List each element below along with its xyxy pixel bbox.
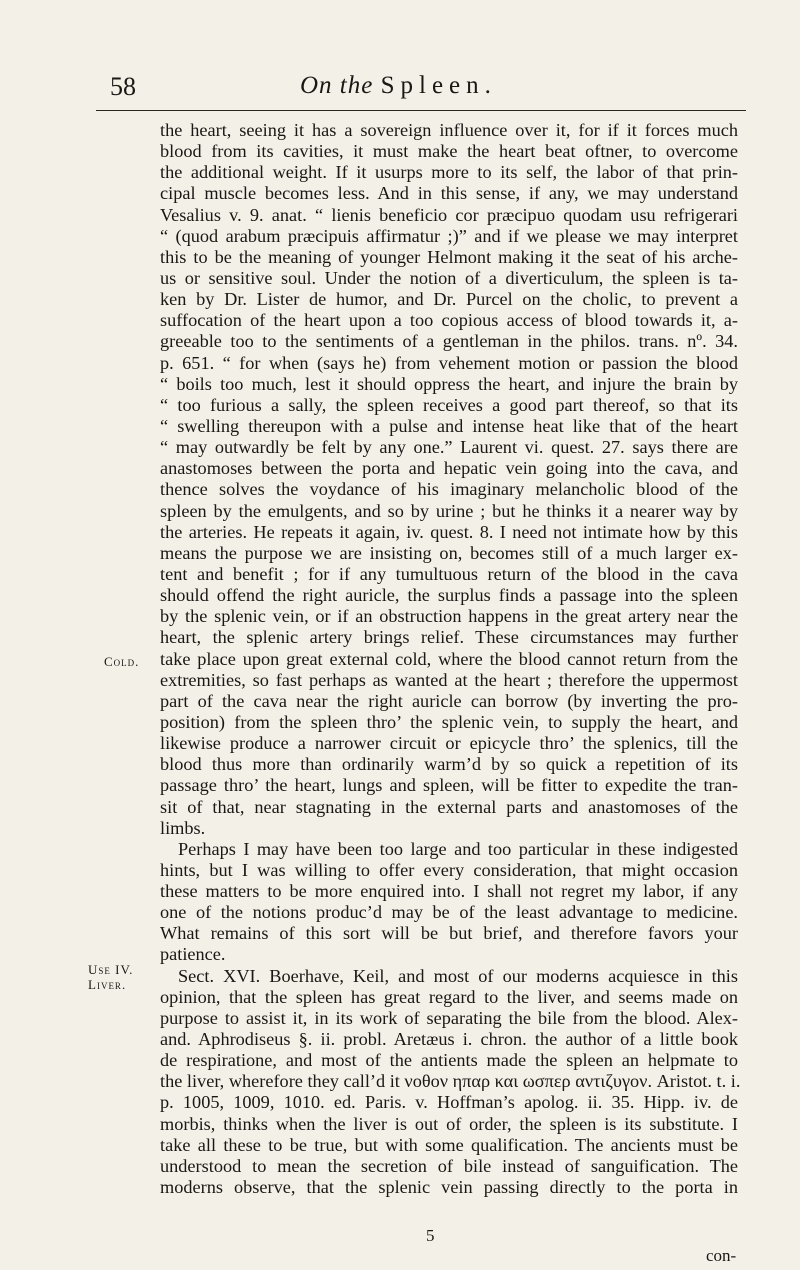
catchword: con- <box>706 1246 737 1265</box>
text-line: Sect. XVI. Boerhave, Keil, and most of our moderns acquiesce in this <box>178 965 738 986</box>
running-title <box>300 72 497 100</box>
text-line: purpose to assist it, in its work of separating the bile from the blood. Alex- <box>160 1007 738 1028</box>
text-line: the arteries. He repeats it again, iv. quest. 8. I need not intimate how by this <box>160 521 738 542</box>
text-line: part of the cava near the right auricle can borrow (by inverting the pro- <box>160 690 738 711</box>
margin-note-cold: Cold. <box>104 654 140 669</box>
text-line: should offend the right auricle, the surplus finds a passage into the spleen <box>160 585 738 606</box>
body-text <box>160 120 741 1198</box>
text-line: the heart, seeing it has a sovereign influence over it, for if it forces much <box>160 120 738 140</box>
text-line: spleen by the emulgents, and so by urine ; but he thinks it a nearer way by <box>160 500 738 521</box>
text-line: tent and benefit ; for if any tumultuous return of the blood in the cava <box>160 563 738 584</box>
text-line: suffocation of the heart upon a too copious access of blood towards it, a- <box>160 310 738 331</box>
text-line: moderns observe, that the splenic vein passing directly to the porta in <box>160 1177 738 1198</box>
text-line: and. Aphrodiseus §. ii. probl. Aretæus i. chron. the author of a little book <box>160 1029 738 1050</box>
text-line: this to be the meaning of younger Helmont making it the seat of his arche- <box>160 246 738 267</box>
text-line: position) from the spleen thro’ the splenic vein, to supply the heart, and <box>160 711 738 732</box>
text-line: anastomoses between the porta and hepatic vein going into the cava, and <box>160 458 738 479</box>
text-line: blood from its cavities, it must make the heart beat oftner, to overcome <box>160 141 738 162</box>
text-line: What remains of this sort will be but brief, and therefore favors your <box>160 923 738 944</box>
page-number: 58 <box>110 72 136 101</box>
margin-note-liver-label: Liver. <box>88 977 127 992</box>
margin-note-use-label: Use IV. <box>88 962 134 977</box>
text-line: p. 1005, 1009, 1010. ed. Paris. v. Hoffman’s apolog. ii. 35. Hipp. iv. de <box>160 1092 738 1113</box>
text-line: Perhaps I may have been too large and too particular in these indigested <box>178 838 738 859</box>
text-line: “ swelling thereupon with a pulse and intense heat like that of the heart <box>160 415 738 436</box>
signature-mark: 5 <box>426 1226 435 1245</box>
margin-note-use-iv <box>88 962 133 992</box>
text-line: extremities, so fast perhaps as wanted at the heart ; therefore the uppermost <box>160 669 738 690</box>
text-line: heart, the splenic artery brings relief. These circumstances may further <box>160 627 738 648</box>
text-line: opinion, that the spleen has great regard to the liver, and seems made on <box>160 986 738 1007</box>
text-line: blood thus more than ordinarily warm’d by so quick a repetition of its <box>160 754 738 775</box>
text-line: these matters to be more enquired into. I shall not regret my labor, if any <box>160 881 738 902</box>
text-line: passage thro’ the heart, lungs and spleen, will be fitter to expedite the tran- <box>160 775 738 796</box>
text-line: “ boils too much, lest it should oppress the heart, and injure the brain by <box>160 373 738 394</box>
text-line: greeable too to the sentiments of a gentleman in the philos. trans. nº. 34. <box>160 331 738 352</box>
text-line: Vesalius v. 9. anat. “ lienis beneficio cor præcipuo quodam usu refrigerari <box>160 204 738 225</box>
text-line: us or sensitive soul. Under the notion of a diverticulum, the spleen is ta- <box>160 267 738 288</box>
text-line: limbs. <box>160 817 206 838</box>
text-line: patience. <box>160 944 226 965</box>
text-line: sit of that, near stagnating in the external parts and anastomoses of the <box>160 796 738 817</box>
text-line: ken by Dr. Lister de humor, and Dr. Purcel on the cholic, to prevent a <box>160 289 738 310</box>
text-line: means the purpose we are insisting on, becomes still of a much larger ex- <box>160 542 738 563</box>
text-line: one of the notions produc’d may be of the least advantage to medicine. <box>160 902 738 923</box>
text-line: “ (quod arabum præcipuis affirmatur ;)” and if we please we may interpret <box>160 225 738 246</box>
text-line: thence solves the voydance of his imaginary melancholic blood of the <box>160 479 738 500</box>
running-title-italic: On the <box>300 72 374 99</box>
text-line: by the splenic vein, or if an obstruction happens in the great artery near the <box>160 606 738 627</box>
text-line: the liver, wherefore they call’d it νοθον ηπαρ και ωσπερ αντιζυγον. Aristot. t. i. <box>160 1071 741 1092</box>
text-line: take all these to be true, but with some qualification. The ancients must be <box>160 1134 738 1155</box>
header-rule <box>96 110 746 111</box>
text-line: “ too furious a sally, the spleen receives a good part thereof, so that its <box>160 394 738 415</box>
text-line: understood to mean the secretion of bile instead of sanguification. The <box>160 1155 738 1176</box>
text-line: cipal muscle becomes less. And in this sense, if any, we may understand <box>160 183 738 204</box>
text-line: “ may outwardly be felt by any one.” Laurent vi. quest. 27. says there are <box>160 437 738 458</box>
text-line: morbis, thinks when the liver is out of order, the spleen is its substitute. I <box>160 1113 738 1134</box>
text-line: likewise produce a narrower circuit or epicycle thro’ the splenics, till the <box>160 733 738 754</box>
text-line: p. 651. “ for when (says he) from vehement motion or passion the blood <box>160 352 738 373</box>
running-title-caps: Spleen. <box>380 72 497 99</box>
text-line: the additional weight. If it usurps more to its self, the labor of that prin- <box>160 162 738 183</box>
text-line: de respiratione, and most of the antients made the spleen an helpmate to <box>160 1050 738 1071</box>
text-line: hints, but I was willing to offer every consideration, that might occasion <box>160 859 738 880</box>
text-line: take place upon great external cold, where the blood cannot return from the <box>160 648 738 669</box>
